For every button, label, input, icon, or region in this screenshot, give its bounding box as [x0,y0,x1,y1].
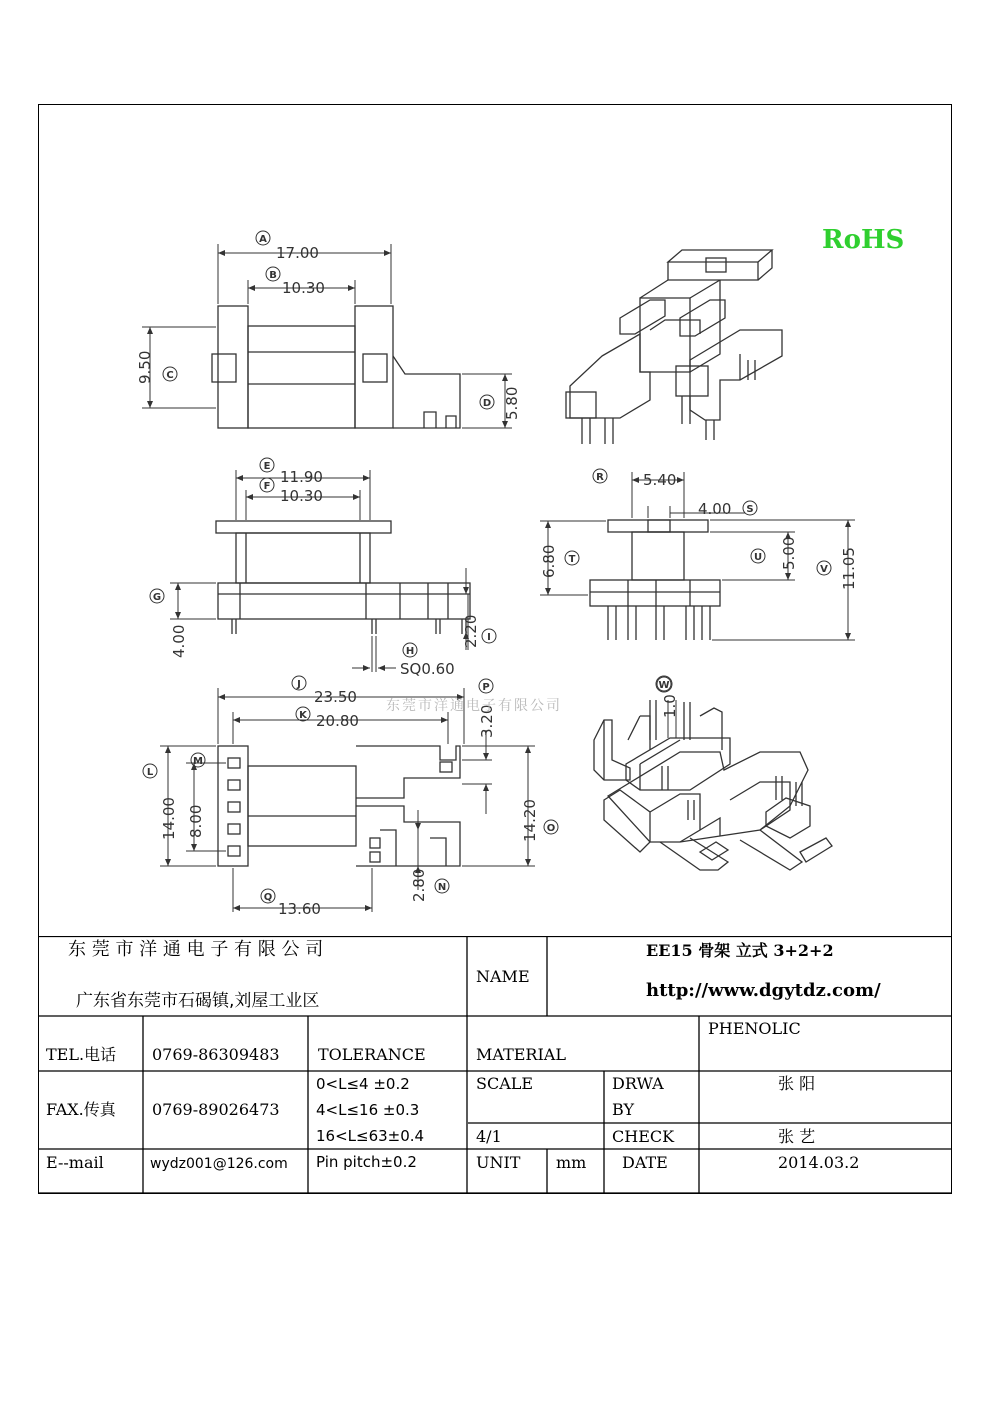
tolerance-range-1: 0<L≤4 ±0.2 [316,1075,410,1093]
dim-letter-a: A [259,234,267,245]
dim-letter-q: Q [263,892,273,903]
watermark: 东莞市洋通电子有限公司 [386,698,562,714]
rohs-mark: RoHS [822,225,905,255]
dim-u: 5.00 [780,536,798,570]
dim-letter-p: P [482,682,490,693]
front-view [216,521,470,634]
dim-i: 2.20 [462,614,480,648]
dim-letter-o: O [546,823,556,834]
tel-value: 0769-86309483 [152,1045,280,1064]
dim-e: 11.90 [280,468,323,486]
dim-r: 5.40 [643,471,677,489]
dim-letter-f: F [263,481,271,492]
top-isometric [566,250,782,444]
dim-letter-i: I [487,632,491,643]
check-label: CHECK [612,1127,675,1146]
dim-g: 4.00 [170,624,188,658]
dim-l: 14.00 [160,797,178,840]
dim-letter-c: C [166,370,174,381]
email-label: E--mail [46,1153,104,1172]
dim-letter-d: D [482,398,492,409]
unit-label: UNIT [476,1153,521,1172]
website: http://www.dgytdz.com/ [646,980,881,1001]
dim-letter-e: E [263,461,271,472]
dim-letter-g: G [152,592,162,603]
dimension-labels [136,231,858,918]
drawn-by-label-1: DRWA [612,1074,664,1093]
dim-letter-k: K [299,710,307,721]
material-value: PHENOLIC [708,1019,801,1038]
dim-n: 2.80 [410,868,428,902]
side-view [590,520,720,640]
unit-value: mm [556,1153,587,1172]
material-label: MATERIAL [476,1045,566,1064]
dim-letter-w: W [658,680,670,691]
dim-letter-s: S [746,504,754,515]
date-label: DATE [622,1153,668,1172]
dim-q: 13.60 [278,900,321,918]
tolerance-label: TOLERANCE [318,1045,426,1064]
dim-d: 5.80 [503,386,521,420]
dim-f: 10.30 [280,487,323,505]
company-name: 东 莞 市 洋 通 电 子 有 限 公 司 [68,939,324,960]
dim-k: 20.80 [316,712,359,730]
dim-b: 10.30 [282,279,325,297]
drawn-by-label-2: BY [612,1100,635,1119]
dim-letter-l: L [146,767,154,778]
dim-m: 8.00 [187,804,205,838]
dim-j: 23.50 [314,688,357,706]
bottom-isometric [594,676,832,870]
top-view [212,306,460,428]
dim-letter-r: R [596,472,604,483]
bottom-view [218,746,460,866]
dim-letter-n: N [437,882,447,893]
dim-t: 6.80 [540,544,558,578]
dim-letter-j: J [297,679,301,690]
top-view-dimensions [142,244,512,428]
product-name: EE15 骨架 立式 3+2+2 [646,941,834,960]
scale-label: SCALE [476,1074,534,1093]
tolerance-pin-pitch: Pin pitch±0.2 [316,1153,417,1171]
fax-value: 0769-89026473 [152,1100,280,1119]
dim-h: SQ0.60 [400,660,455,678]
scale-value: 4/1 [476,1127,502,1146]
dim-p: 3.20 [478,704,496,738]
drawn-by-value: 张 阳 [778,1074,816,1093]
check-value: 张 艺 [778,1127,816,1146]
dim-w: 1.0 [661,694,679,718]
dim-v: 11.05 [840,547,858,590]
side-view-dimensions [540,472,855,640]
dim-letter-v: V [820,564,828,575]
tel-label: TEL.电话 [46,1045,117,1064]
dim-letter-h: H [405,646,415,657]
dim-letter-b: B [269,270,277,281]
dim-letter-u: U [753,552,763,563]
fax-label: FAX.传真 [46,1100,116,1119]
company-address: 广东省东莞市石碣镇,刘屋工业区 [76,991,320,1011]
dim-o: 14.20 [521,799,539,842]
dim-c: 9.50 [136,350,154,384]
dim-letter-t: T [568,554,576,565]
date-value: 2014.03.2 [778,1153,860,1172]
name-label: NAME [476,967,530,986]
title-block [38,936,952,1194]
tolerance-range-3: 16<L≤63±0.4 [316,1127,425,1145]
tolerance-range-2: 4<L≤16 ±0.3 [316,1101,420,1119]
dim-letter-m: M [193,756,203,767]
dim-s: 4.00 [698,500,732,518]
dim-a: 17.00 [276,244,319,262]
email-value: wydz001@126.com [150,1156,288,1172]
